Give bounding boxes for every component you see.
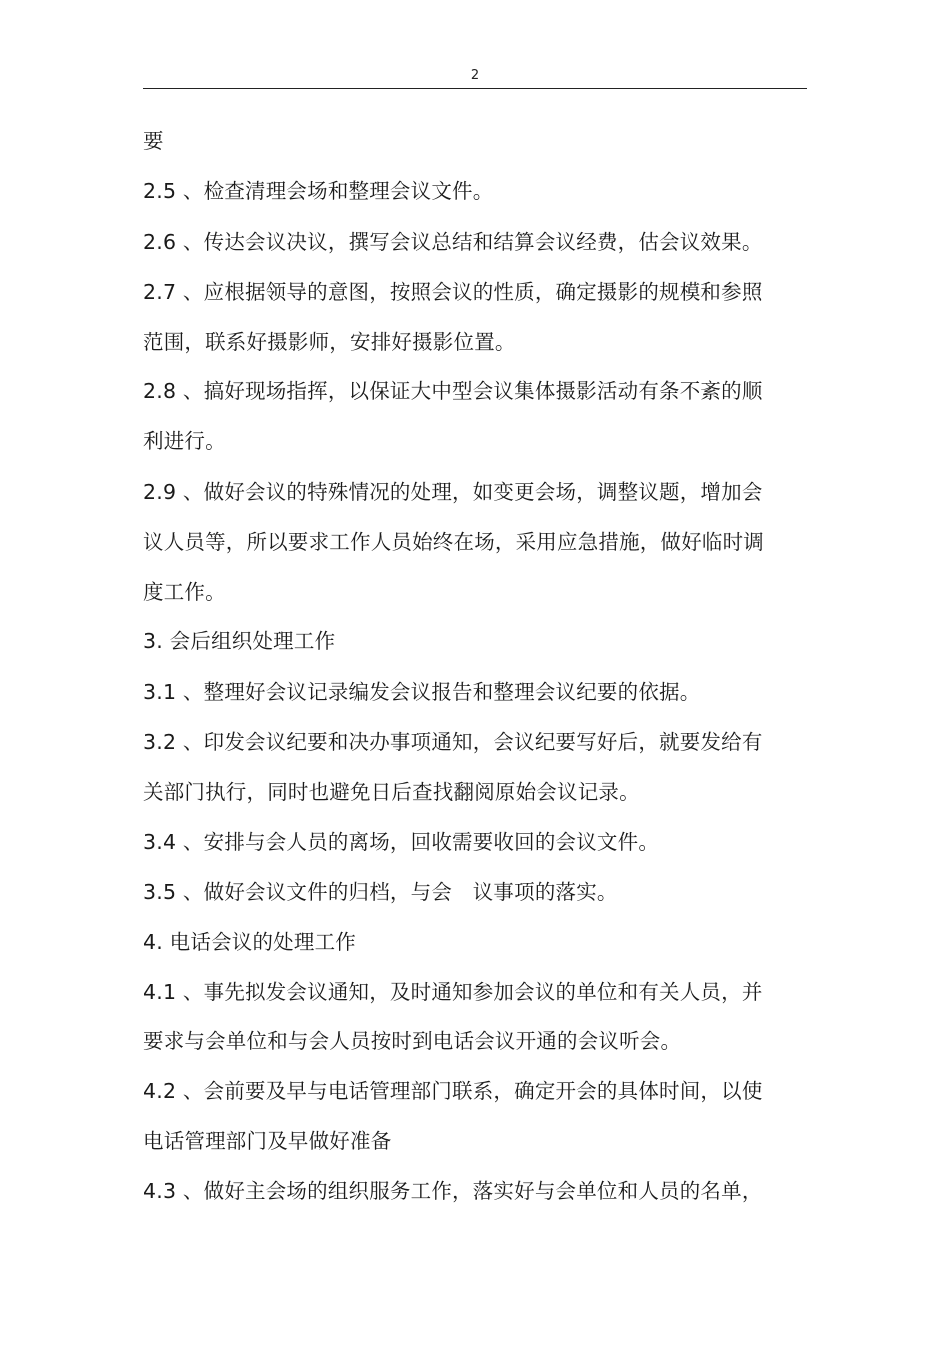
text-line: 4.3 、做好主会场的组织服务工作，落实好与会单位和人员的名单， bbox=[143, 1179, 763, 1203]
section-heading: 3. 会后组织处理工作 bbox=[143, 629, 336, 653]
header-rule bbox=[143, 88, 807, 89]
text-line: 要 bbox=[143, 129, 164, 153]
section-heading: 4. 电话会议的处理工作 bbox=[143, 930, 356, 954]
page-number: 2 bbox=[470, 68, 480, 83]
text-line: 4.1 、事先拟发会议通知，及时通知参加会议的单位和有关人员，并 bbox=[143, 980, 763, 1004]
text-line: 范围，联系好摄影师，安排好摄影位置。 bbox=[143, 330, 516, 354]
text-line: 电话管理部门及早做好准备 bbox=[143, 1129, 392, 1153]
text-line: 利进行。 bbox=[143, 429, 226, 453]
text-line: 议人员等，所以要求工作人员始终在场，采用应急措施，做好临时调 bbox=[143, 530, 764, 554]
text-line: 3.5 、做好会议文件的归档，与会 议事项的落实。 bbox=[143, 880, 618, 904]
text-line: 2.8 、搞好现场指挥，以保证大中型会议集体摄影活动有条不紊的顺 bbox=[143, 379, 763, 403]
text-line: 2.9 、做好会议的特殊情况的处理，如变更会场，调整议题，增加会 bbox=[143, 480, 763, 504]
text-line: 度工作。 bbox=[143, 580, 226, 604]
text-line: 要求与会单位和与会人员按时到电话会议开通的会议听会。 bbox=[143, 1029, 682, 1053]
text-line: 3.4 、安排与会人员的离场，回收需要收回的会议文件。 bbox=[143, 830, 660, 854]
text-line: 2.7 、应根据领导的意图，按照会议的性质，确定摄影的规模和参照 bbox=[143, 280, 763, 304]
text-line: 3.2 、印发会议纪要和决办事项通知，会议纪要写好后，就要发给有 bbox=[143, 730, 763, 754]
text-line: 2.5 、检查清理会场和整理会议文件。 bbox=[143, 179, 494, 203]
text-line: 4.2 、会前要及早与电话管理部门联系，确定开会的具体时间，以使 bbox=[143, 1079, 763, 1103]
text-line: 关部门执行，同时也避免日后查找翻阅原始会议记录。 bbox=[143, 780, 640, 804]
text-line: 2.6 、传达会议决议，撰写会议总结和结算会议经费，估会议效果。 bbox=[143, 230, 763, 254]
text-line: 3.1 、整理好会议记录编发会议报告和整理会议纪要的依据。 bbox=[143, 680, 701, 704]
